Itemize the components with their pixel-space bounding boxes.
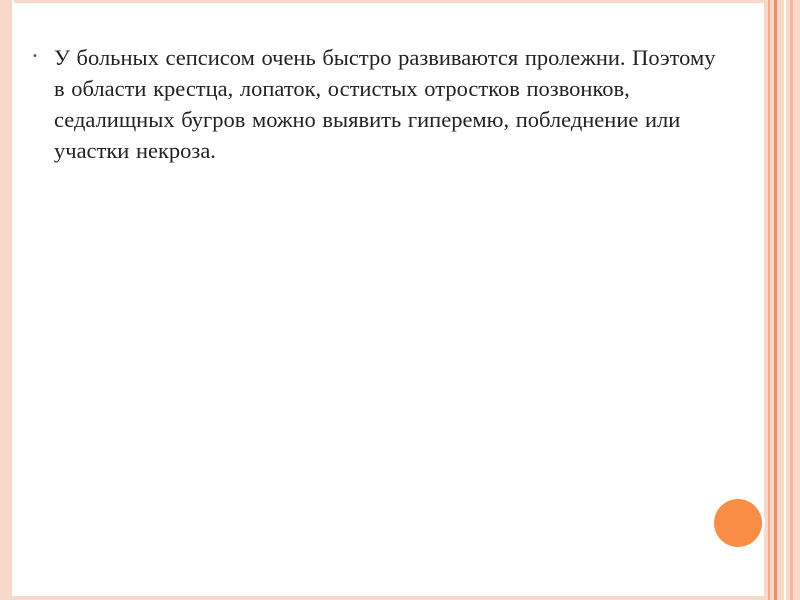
band-stripe bbox=[768, 0, 770, 600]
frame-inner-line bbox=[12, 0, 14, 600]
bullet-item bbox=[32, 42, 722, 166]
bullet-dot-icon: • bbox=[32, 51, 38, 62]
frame-left-border bbox=[0, 0, 12, 600]
decorative-circle bbox=[714, 499, 762, 547]
band-stripe bbox=[774, 0, 777, 600]
slide-body bbox=[32, 42, 722, 166]
frame-top-border bbox=[0, 0, 800, 3]
frame-bottom-border bbox=[0, 596, 800, 600]
bullet-text: У больных сепсисом очень быстро развиваются пролежни. Поэтому в области крестца, лопаток, остистых отростков позвонков, седалищных бугров можно выявить гиперемю, побледнение или участки некроза. bbox=[54, 45, 716, 163]
band-stripe bbox=[784, 0, 786, 600]
band-stripe bbox=[790, 0, 793, 600]
